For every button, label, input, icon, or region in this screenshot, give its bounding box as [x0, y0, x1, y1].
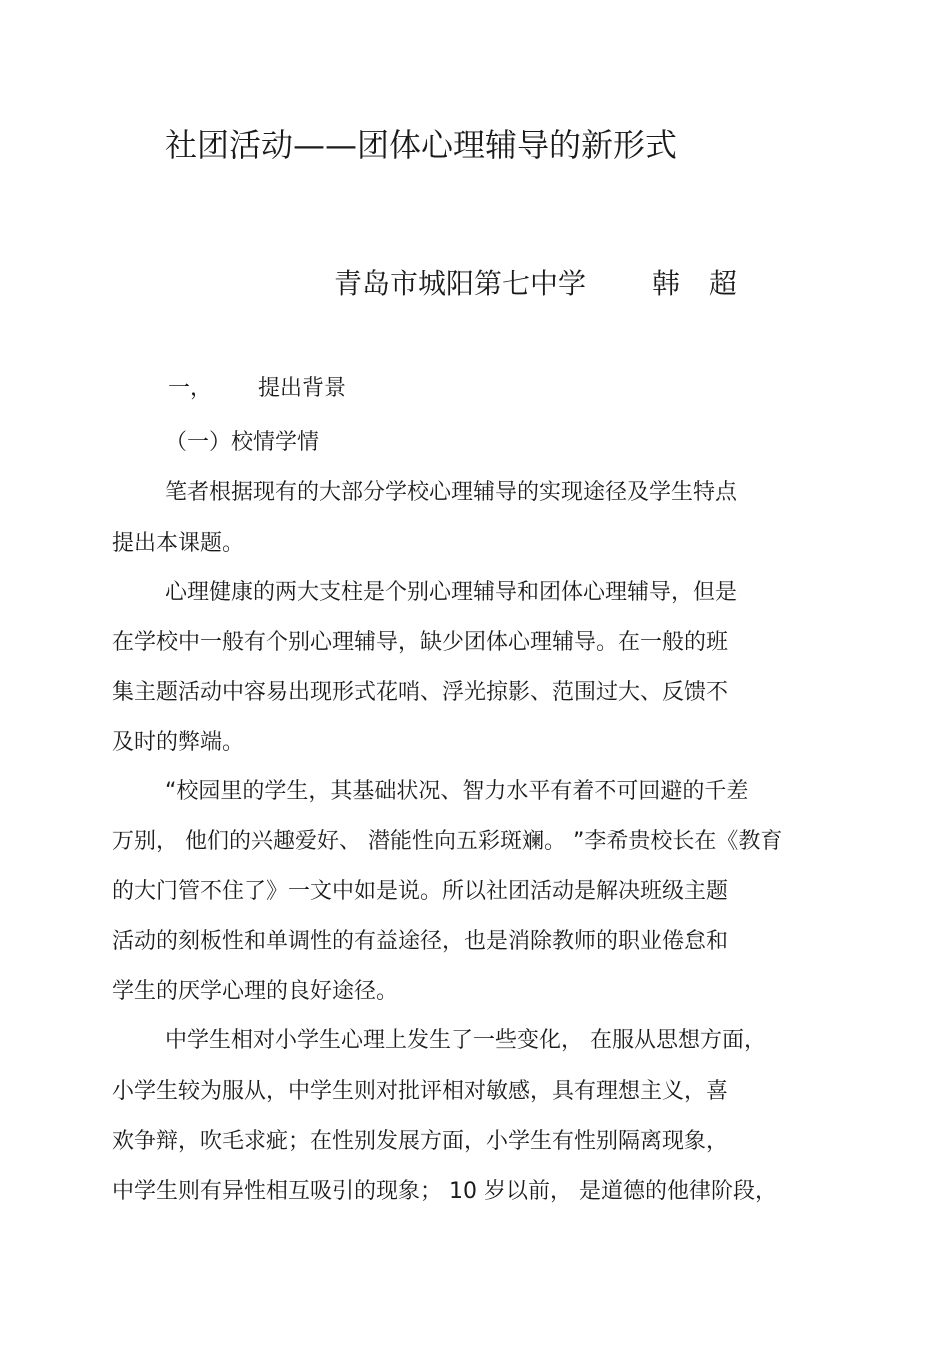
- paragraph-line: 活动的刻板性和单调性的有益途径，也是消除教师的职业倦怠和: [112, 929, 729, 954]
- paragraph-line: 提出本课题。: [112, 531, 245, 556]
- paragraph-line: 中学生相对小学生心理上发生了一些变化， 在服从思想方面，: [165, 1028, 766, 1053]
- section-heading: [168, 378, 346, 400]
- section-title: 提出背景: [258, 376, 347, 401]
- paragraph-line: 小学生较为服从，中学生则对批评相对敏感，具有理想主义，喜: [112, 1079, 729, 1104]
- author-name: 韩 超: [652, 267, 747, 300]
- paragraph-line: “校园里的学生，其基础状况、智力水平有着不可回避的千差: [165, 779, 749, 804]
- paragraph-line: 欢争辩，吹毛求疵；在性别发展方面，小学生有性别隔离现象，: [112, 1129, 729, 1154]
- paragraph-line: 及时的弊端。: [112, 730, 245, 755]
- subsection-heading: （一）校情学情: [165, 430, 320, 455]
- paragraph-line: 万别， 他们的兴趣爱好、 潜能性向五彩斑斓。 ”李希贵校长在《教育: [112, 829, 783, 854]
- paragraph-line: 中学生则有异性相互吸引的现象； 10 岁以前， 是道德的他律阶段，: [112, 1179, 777, 1204]
- school-name: 青岛市城阳第七中学: [334, 267, 587, 300]
- section-number: 一，: [168, 376, 213, 401]
- paragraph-line: 笔者根据现有的大部分学校心理辅导的实现途径及学生特点: [165, 480, 738, 505]
- paragraph-line: 的大门管不住了》一文中如是说。所以社团活动是解决班级主题: [112, 879, 729, 904]
- document-title: 社团活动——团体心理辅导的新形式: [165, 126, 678, 164]
- paragraph-line: 集主题活动中容易出现形式花哨、浮光掠影、范围过大、反馈不: [112, 680, 729, 705]
- paragraph-line: 心理健康的两大支柱是个别心理辅导和团体心理辅导，但是: [165, 580, 738, 605]
- byline: [334, 262, 747, 302]
- paragraph-line: 学生的厌学心理的良好途径。: [112, 979, 399, 1004]
- paragraph-line: 在学校中一般有个别心理辅导，缺少团体心理辅导。在一般的班: [112, 630, 729, 655]
